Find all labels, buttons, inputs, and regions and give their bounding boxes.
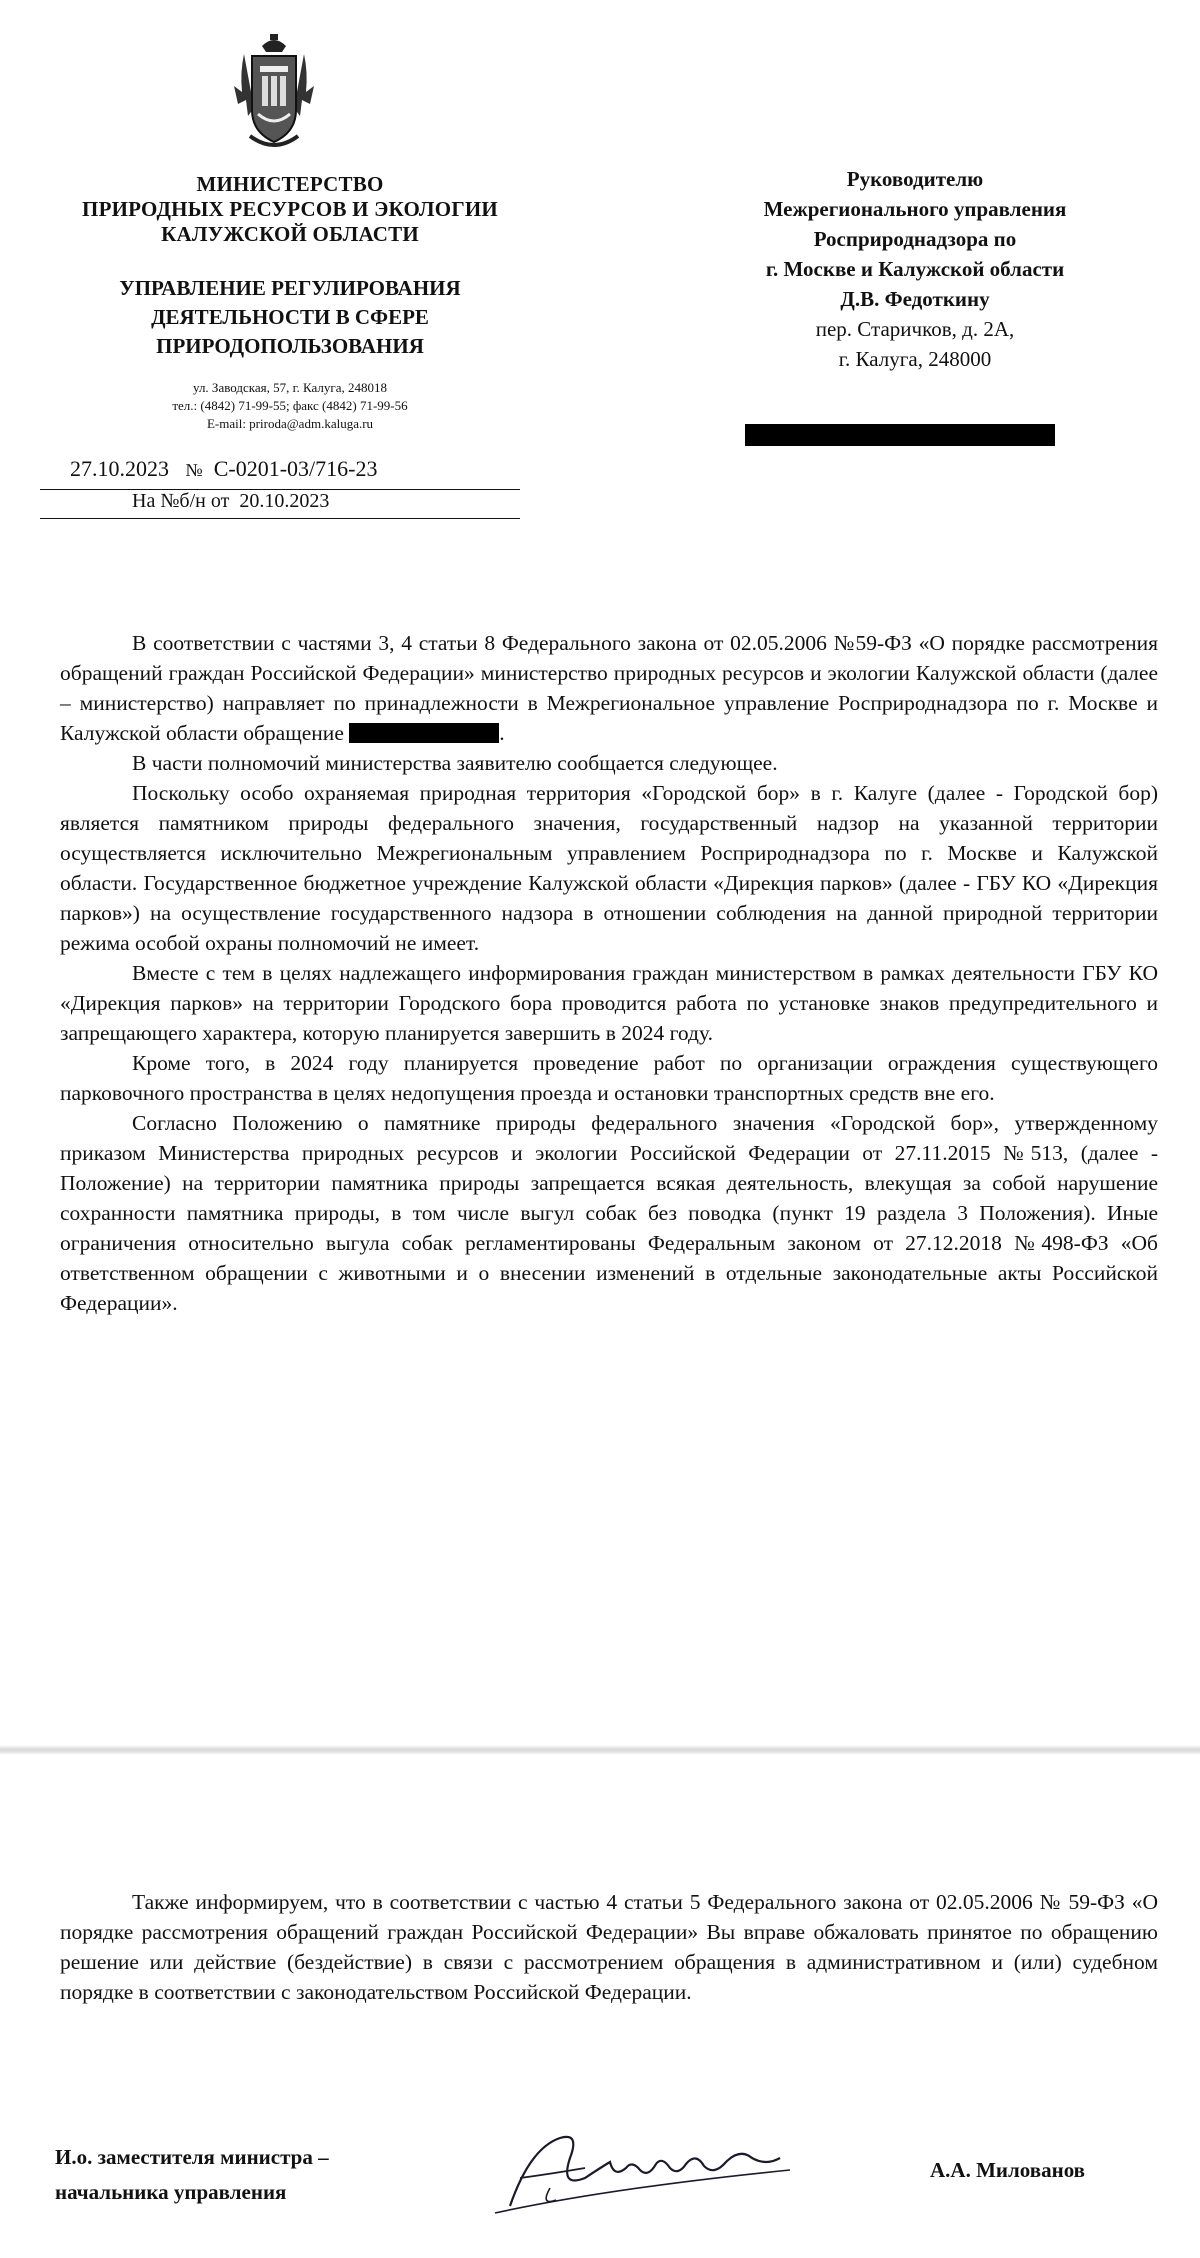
paragraph-1 <box>60 628 1158 748</box>
paragraph-4: Вместе с тем в целях надлежащего информирования граждан министерством в рамках деятельности ГБУ КО «Дирекция парков» на территории Городского бора проводится работа по установке знаков предупредительного и запрещающего характера, которую планируется завершить в 2024 году. <box>60 961 1158 1045</box>
addressee-line-3: Росприроднадзора по <box>813 227 1017 251</box>
department-line-3: ПРИРОДОПОЛЬЗОВАНИЯ <box>156 334 424 358</box>
paragraph-5: Кроме того, в 2024 году планируется проведение работ по организации ограждения существующего парковочного пространства в целях недопущения проезда и остановки транспортных средств вне его. <box>60 1051 1158 1105</box>
registration-line <box>70 456 377 482</box>
redaction-bar <box>745 424 1055 446</box>
letter-date: 27.10.2023 <box>70 456 169 481</box>
ministry-name <box>40 172 540 247</box>
signatory-title <box>55 2140 329 2210</box>
addressee-line-4: г. Москве и Калужской области <box>765 257 1065 281</box>
addressee-line-2: Межрегионального управления <box>763 197 1067 221</box>
reply-underline <box>40 518 520 519</box>
paragraph-1-end: . <box>499 721 505 745</box>
number-label: № <box>185 460 203 480</box>
signatory-name: А.А. Милованов <box>930 2158 1086 2182</box>
sender-address: ул. Заводская, 57, г. Калуга, 248018 <box>193 380 387 395</box>
ministry-line-1: МИНИСТЕРСТВО <box>196 172 384 196</box>
sender-email: E-mail: priroda@adm.kaluga.ru <box>206 416 374 431</box>
letter-body-continued <box>60 1887 1158 2007</box>
sender-contacts <box>40 379 540 433</box>
letter-body <box>60 628 1158 1318</box>
department-name <box>40 274 540 361</box>
signatory-title-line-2: начальника управления <box>55 2180 287 2204</box>
addressee-block <box>690 164 1140 374</box>
inline-redaction <box>349 723 499 743</box>
paragraph-1-text: В соответствии с частями 3, 4 статьи 8 Федерального закона от 02.05.2006 №59-ФЗ «О порядке рассмотрения обращений граждан Российской Федерации» министерство природных ресурсов и экологии Калужской области (далее – министерство) направляет по принадлежности в Межрегиональное управление Росприроднадзора по г. Москве и Калужской области обращение <box>60 631 1158 745</box>
page-break <box>0 1745 1200 1755</box>
paragraph-7: Также информируем, что в соответствии с частью 4 статьи 5 Федерального закона от 02.05.2006 № 59-ФЗ «О порядке рассмотрения обращений граждан Российской Федерации» Вы вправе обжаловать принятое по обращению решение или действие (бездействие) в связи с рассмотрением обращения в административном и (или) судебном порядке в соответствии с законодательством Российской Федерации. <box>60 1890 1158 2004</box>
signatory-title-line-1: И.о. заместителя министра – <box>55 2145 329 2169</box>
ministry-line-2: ПРИРОДНЫХ РЕСУРСОВ И ЭКОЛОГИИ <box>82 197 498 221</box>
coat-of-arms-icon <box>232 32 316 152</box>
addressee-line-1: Руководителю <box>846 167 984 191</box>
reply-date: 20.10.2023 <box>239 490 330 512</box>
paragraph-2: В части полномочий министерства заявителю сообщается следующее. <box>132 751 778 775</box>
addressee-street: пер. Старичков, д. 2А, <box>815 317 1015 341</box>
letter-number: С-0201-03/716-23 <box>213 456 378 481</box>
handwritten-signature <box>490 2118 830 2218</box>
reply-line <box>132 490 329 513</box>
sender-phone: тел.: (4842) 71-99-55; факс (4842) 71-99-56 <box>172 398 408 413</box>
paragraph-6: Согласно Положению о памятнике природы федерального значения «Городской бор», утвержденному приказом Министерства природных ресурсов и экологии Российской Федерации от 27.11.2015 №513, (далее - Положение) на территории памятника природы запрещается всякая деятельность, влекущая за собой нарушение сохранности памятника природы, в том числе выгул собак без поводка (пункт 19 раздела 3 Положения). Иные ограничения относительно выгула собак регламентированы Федеральным законом от 27.12.2018 №498-ФЗ «Об ответственном обращении с животными и о внесении изменений в отдельные законодательные акты Российской Федерации». <box>60 1111 1158 1315</box>
ministry-line-3: КАЛУЖСКОЙ ОБЛАСТИ <box>161 222 419 246</box>
reply-label: На №б/н от <box>132 490 230 512</box>
paragraph-3: Поскольку особо охраняемая природная территория «Городской бор» в г. Калуге (далее - Городской бор) является памятником природы федерального значения, государственный надзор на указанной территории осуществляется исключительно Межрегиональным управлением Росприроднадзора по г. Москве и Калужской области. Государственное бюджетное учреждение Калужской области «Дирекция парков» (далее - ГБУ КО «Дирекция парков») на осуществление государственного надзора в отношении соблюдения на данной природной территории режима особой охраны полномочий не имеет. <box>60 781 1158 955</box>
addressee-city: г. Калуга, 248000 <box>838 347 992 371</box>
addressee-name: Д.В. Федоткину <box>840 287 990 311</box>
department-line-1: УПРАВЛЕНИЕ РЕГУЛИРОВАНИЯ <box>119 276 461 300</box>
department-line-2: ДЕЯТЕЛЬНОСТИ В СФЕРЕ <box>151 305 429 329</box>
